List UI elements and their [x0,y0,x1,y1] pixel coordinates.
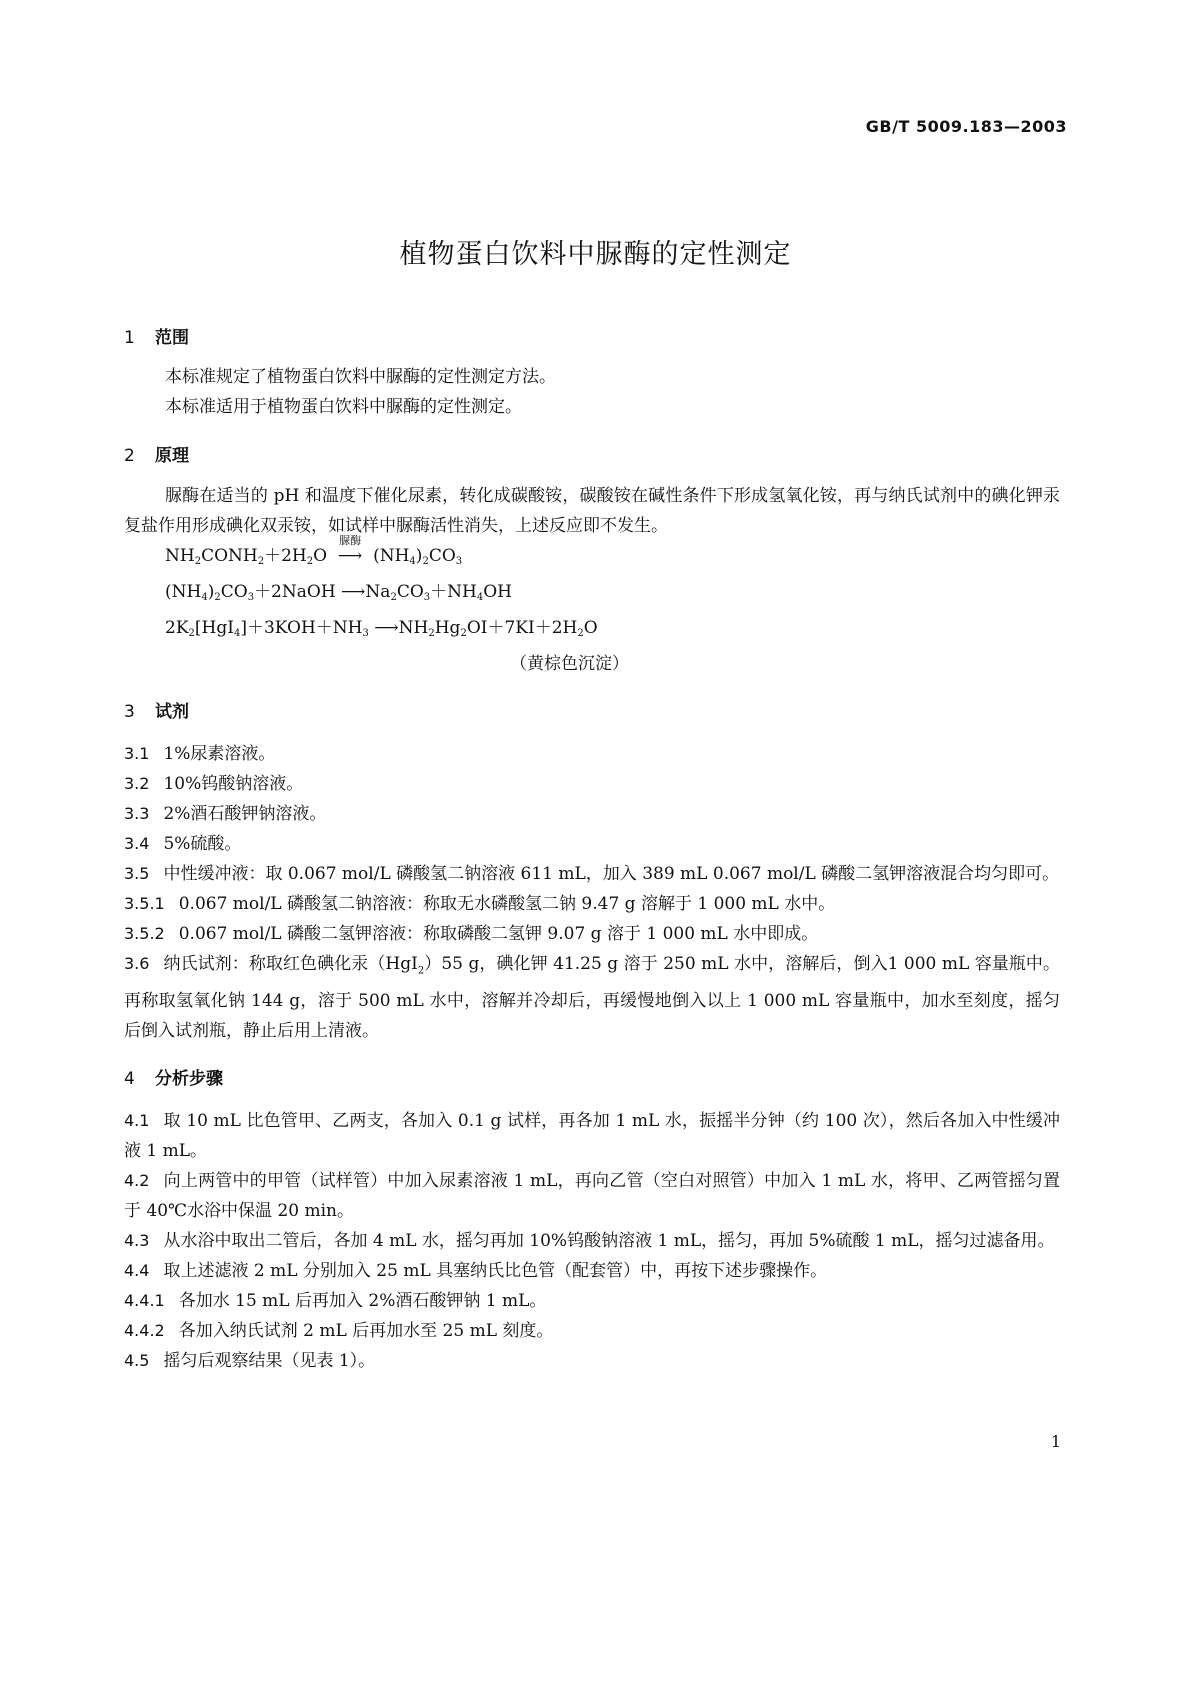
reagent-clause: 3.2 10%钨酸钠溶液。 [124,774,304,794]
reagent-clause: 3.5.2 0.067 mol/L 磷酸二氢钾溶液：称取磷酸二氢钾 9.07 g 溶于 1 000 mL 水中即成。 [124,924,819,944]
procedure-step: 4.5 摇匀后观察结果（见表 1）。 [124,1351,376,1372]
section-heading-scope: 1 范围 [124,328,189,348]
equation-1: $NH_2CONH_2+2H_2O$ 脲酶 ⟶ $(NH_4)_2CO_3$ [124,541,1060,577]
reagent-clause: 3.5 中性缓冲液：取 0.067 mol/L 磷酸氢二钠溶液 611 mL，加入 389 mL 0.067 mol/L 磷酸二氢钾溶液混合均匀即可。 [124,864,1060,884]
standard-code: GB/T 5009.183—2003 [865,117,1067,136]
reagent-clause: 3.1 1%尿素溶液。 [124,744,276,764]
equation-2: $(NH_4)_2CO_3+2NaOH$ $⟶Na_2CO_3+NH_4OH$ [165,582,512,603]
reagent-clause: 3.3 2%酒石酸钾钠溶液。 [124,804,327,824]
reagent-clause: 3.5.1 0.067 mol/L 磷酸氢二钠溶液：称取无水磷酸氢二钠 9.47 g 溶解于 1 000 mL 水中。 [124,894,836,914]
page-title: 植物蛋白饮料中脲酶的定性测定 [399,239,792,270]
reagent-clause: 3.6 纳氏试剂：称取红色碘化汞（HgI$_2$）55 g，碘化钾 41.25 g 溶于 250 mL 水中，溶解后，倒入1 000 mL 容量瓶中。再称取氢氧化钠 144 g，溶于 500 mL 水中，溶解并冷却后，再缓慢地倒入以上 1 000 mL 容量瓶中，加水至刻度，摇匀后倒入试剂瓶，静止后用上清液。 [124,954,1060,1042]
principle-paragraph: 脲酶在适当的 pH 和温度下催化尿素，转化成碳酸铵，碳酸铵在碱性条件下形成氢氧化铵，再与纳氏试剂中的碘化钾汞复盐作用形成碘化双汞铵，如试样中脲酶活性消失，上述反应即不发生。 [124,486,1060,536]
scope-paragraph: 本标准适用于植物蛋白饮料中脲酶的定性测定。 [165,397,522,417]
section-heading-procedure: 4 分析步骤 [124,1069,223,1090]
procedure-step: 4.4.2 各加入纳氏试剂 2 mL 后再加水至 25 mL 刻度。 [124,1321,554,1342]
precipitate-note: （黄棕色沉淀） [510,654,629,674]
page-number: 1 [1050,1432,1061,1451]
reaction-arrow: 脲酶 ⟶ [337,534,363,566]
procedure-step: 4.1 取 10 mL 比色管甲、乙两支，各加入 0.1 g 试样，再各加 1 mL 水，振摇半分钟（约 100 次），然后各加入中性缓冲液 1 mL。 [124,1111,1060,1162]
scope-paragraph: 本标准规定了植物蛋白饮料中脲酶的定性测定方法。 [165,367,556,387]
equation-3: $2K_2[HgI_4]+3KOH+NH_3$ $⟶NH_2Hg_2OI+7KI+2H_2O$ [165,618,598,639]
section-heading-principle: 2 原理 [124,446,189,466]
procedure-step: 4.4.1 各加水 15 mL 后再加入 2%酒石酸钾钠 1 mL。 [124,1291,547,1312]
procedure-step: 4.4 取上述滤液 2 mL 分别加入 25 mL 具塞纳氏比色管（配套管）中，再按下述步骤操作。 [124,1261,828,1282]
procedure-step: 4.3 从水浴中取出二管后，各加 4 mL 水，摇匀再加 10%钨酸钠溶液 1 mL，摇匀，再加 5%硫酸 1 mL，摇匀过滤备用。 [124,1231,1055,1252]
procedure-step: 4.2 向上两管中的甲管（试样管）中加入尿素溶液 1 mL，再向乙管（空白对照管）中加入 1 mL 水，将甲、乙两管摇匀置于 40℃水浴中保温 20 min。 [124,1171,1060,1222]
section-heading-reagents: 3 试剂 [124,702,189,722]
reagent-clause: 3.4 5%硫酸。 [124,834,242,854]
document-body [124,323,1060,1376]
